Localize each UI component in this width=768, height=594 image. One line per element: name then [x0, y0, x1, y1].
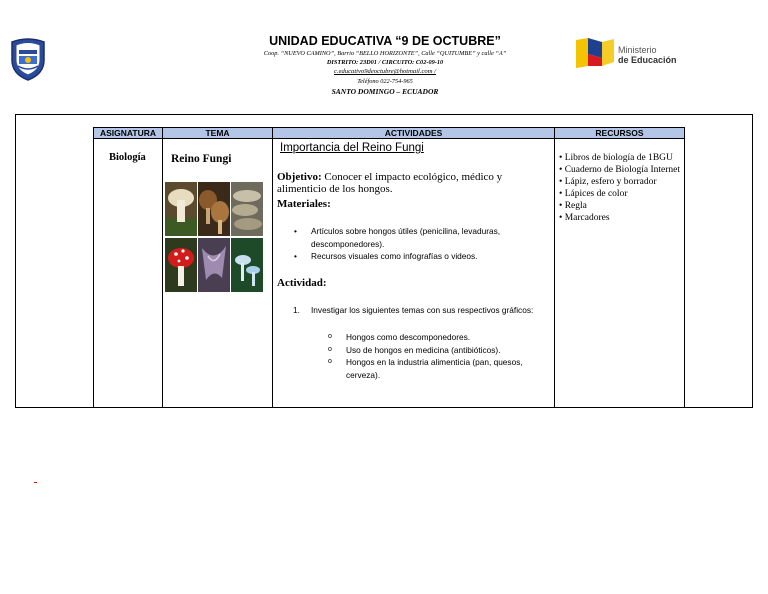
ecuador-flag-icon: [574, 36, 616, 70]
school-phone: Teléfono 022-754-965: [357, 78, 413, 85]
resources-column: [555, 128, 684, 407]
list-item: o Hongos en la industria alimenticia (pan, quesos, cerveza).: [328, 356, 528, 381]
red-mark: [34, 482, 37, 483]
district-circuit: DISTRITO: 23D01 / CIRCUITO: C02-09-10: [326, 59, 444, 66]
objective-body: Conocer el impacto ecológico, médico y alimenticio de los hongos.: [277, 171, 503, 195]
lesson-plan-table: [93, 127, 685, 408]
activity-subitems: [328, 331, 528, 381]
mushroom-photo-1: [165, 182, 197, 237]
objective-label: Objetivo:: [277, 171, 322, 183]
list-item: • Libros de biología de 1BGU: [559, 153, 673, 163]
list-item: • Artículos sobre hongos útiles (penicilina, levaduras, descomponedores).: [293, 225, 543, 250]
school-email: c.educativo9deoctubre@hotmail.com /: [334, 68, 436, 75]
ministry-line2: de Educación: [618, 55, 677, 65]
objective-text: [277, 171, 527, 195]
activities-column: [273, 128, 555, 407]
activity-title: Importancia del Reino Fungi: [280, 142, 424, 154]
header-actividades: ACTIVIDADES: [273, 128, 554, 139]
header-asignatura: ASIGNATURA: [94, 128, 162, 139]
subject-cell: Biología: [109, 152, 146, 163]
mushroom-photo-5: [198, 238, 230, 293]
step-text: Investigar los siguientes temas con sus respectivos gráficos:: [311, 305, 534, 315]
list-item: • Recursos visuales como infografías o videos.: [293, 250, 543, 263]
activity-label: Actividad:: [277, 277, 327, 289]
ministry-line1: Ministerio: [618, 45, 657, 55]
step-number: 1.: [293, 305, 300, 315]
activity-step: [293, 304, 543, 317]
topic-column: [163, 128, 273, 407]
header-recursos: RECURSOS: [555, 128, 684, 139]
topic-cell: Reino Fungi: [171, 153, 232, 165]
list-item: • Lápiz, esfero y borrador: [559, 177, 657, 187]
list-item: • Marcadores: [559, 213, 610, 223]
fungi-collage-image: [165, 182, 263, 292]
subject-column: [94, 128, 163, 407]
list-item: • Lápices de color: [559, 189, 628, 199]
school-name: UNIDAD EDUCATIVA “9 DE OCTUBRE”: [269, 34, 501, 48]
list-item: • Cuaderno de Biología Internet: [559, 165, 680, 175]
school-city: SANTO DOMINGO – ECUADOR: [331, 87, 439, 96]
resources-list: [559, 152, 685, 224]
materials-label: Materiales:: [277, 198, 331, 210]
list-item: • Regla: [559, 201, 587, 211]
header-tema: TEMA: [163, 128, 272, 139]
mushroom-photo-6: [231, 238, 263, 293]
school-seal-logo: [8, 36, 48, 82]
school-address: Coop. “NUEVO CAMINO”, Barrio “BELLO HORIZONTE”, Calle “QUITUMBE” y calle “A”: [263, 50, 507, 57]
materials-list: [293, 225, 543, 263]
list-item: o Hongos como descomponedores.: [328, 331, 528, 344]
list-item: o Uso de hongos en medicina (antibióticos).: [328, 344, 528, 357]
ministry-logo: [574, 36, 684, 70]
mushroom-photo-2: [198, 182, 230, 237]
mushroom-photo-4: [165, 238, 197, 293]
mushroom-photo-3: [231, 182, 263, 237]
